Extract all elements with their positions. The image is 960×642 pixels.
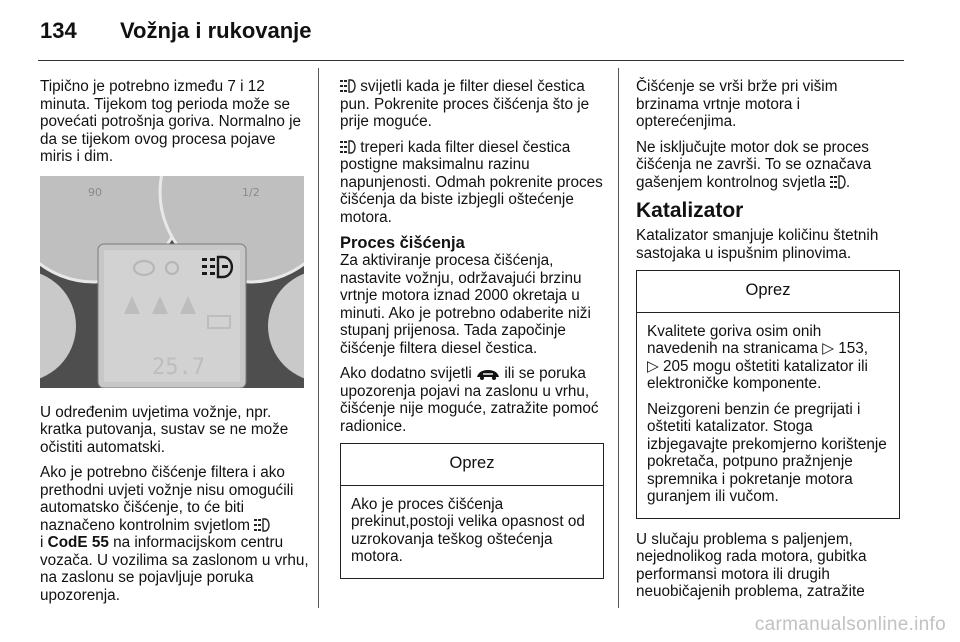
page-number: 134	[40, 18, 77, 43]
caution-box	[340, 443, 604, 579]
caution-title: Oprez	[341, 444, 603, 486]
error-code: CodE 55	[47, 534, 109, 551]
lit-paragraph: svijetli kada je filter diesel čestica pun. Pokrenite proces čišćenja što je prije moguće.	[340, 78, 590, 130]
column-1	[40, 78, 310, 612]
particulate-filter-icon	[830, 175, 846, 189]
flashing-paragraph: treperi kada filter diesel čestica postigne maksimalnu razinu napunjenosti. Odmah pokrenite proces čišćenja da biste izbjegli oštećenje motora.	[340, 138, 603, 226]
section-heading: Proces čišćenja	[340, 234, 465, 252]
intro-paragraph: Tipično je potrebno između 7 i 12 minuta. Tijekom tog perioda može se povećati potrošnja goriva. Normalno je da se tijekom ovog procesa pojave miris i dim.	[40, 78, 302, 165]
caution-text: Kvalitete goriva osim onih navedenih na stranicama ▷ 153, ▷ 205 mogu oštetiti katalizator ili elektroničke komponente.	[647, 322, 868, 392]
page-ref-arrow-icon[interactable]: ▷	[822, 340, 834, 357]
column-2	[340, 78, 604, 579]
caution-text: Neizgoreni benzin će pregrijati i oštetiti katalizator. Stoga izbjegavajte prekomjerno korištenje pokretača, potpuno pražnjenje spremnika i pokretanje motora guranjem ili vučom.	[647, 400, 887, 505]
caution-text: Ako je proces čišćenja prekinut,postoji velika opasnost od uzrokovanja teškog oštećenja motora.	[351, 495, 585, 565]
speed-paragraph: Čišćenje se vrši brže pri višim brzinama vrtnje motora i opterećenjima.	[636, 78, 838, 130]
section-heading: Katalizator	[636, 199, 744, 222]
page-ref-arrow-icon[interactable]: ▷	[647, 357, 659, 375]
particulate-filter-icon	[340, 79, 356, 93]
caution-box	[636, 270, 900, 519]
process-paragraph: Za aktiviranje procesa čišćenja, nastavite vožnju, održavajući brzinu vrtnje motora iznad 2000 okretaja u minuti. Ako je potrebno odaberite niži stupanj prijenosa. Tada započinje čišćenje filtera diesel čestica.	[340, 252, 591, 357]
fuel-gauge-label: 1/2	[242, 185, 260, 199]
column-divider	[318, 68, 319, 608]
header-rule	[38, 60, 904, 61]
particulate-filter-icon	[254, 518, 270, 532]
column-3	[636, 78, 900, 609]
warning-paragraph: Ako je potrebno čišćenje filtera i ako prethodni uvjeti vožnje nisu omogućili automatsko čišćenje, to će biti naznačeno kontrolnim svjetlom i CodE 55 na informacijskom centru vozača. U vozilima sa zaslonom u vrhu, na zaslonu se pojavljuje poruka upozorenja.	[40, 464, 309, 604]
conditions-paragraph: U određenim uvjetima vožnje, npr. kratka putovanja, sustav se ne može očistiti automatski.	[40, 403, 289, 456]
page-title: Vožnja i rukovanje	[120, 18, 312, 43]
catalyst-paragraph: Katalizator smanjuje količinu štetnih sastojaka u ispušnim plinovima.	[636, 227, 879, 262]
dashboard-figure	[40, 176, 304, 388]
particulate-filter-icon	[340, 140, 356, 154]
problems-paragraph: U slučaju problema s paljenjem, nejednolikog rada motora, gubitka performansi motora ili drugih neuobičajenih problema, zatražite	[636, 530, 867, 600]
engine-off-paragraph: Ne isključujte motor dok se proces čišćenja ne završi. To se označava gašenjem kontrolnog svjetla .	[636, 138, 872, 191]
service-paragraph: Ako dodatno svijetli ili se poruka upozorenja pojavi na zaslonu u vrhu, čišćenje nije moguće, zatražite pomoć radionice.	[340, 365, 599, 435]
wrench-car-icon	[476, 368, 500, 380]
caution-title: Oprez	[637, 271, 899, 313]
speedometer-label: 90	[88, 185, 102, 199]
column-divider	[618, 68, 619, 608]
watermark: carmanualsonline.info	[754, 614, 946, 635]
display-readout: 25.7	[152, 354, 205, 380]
